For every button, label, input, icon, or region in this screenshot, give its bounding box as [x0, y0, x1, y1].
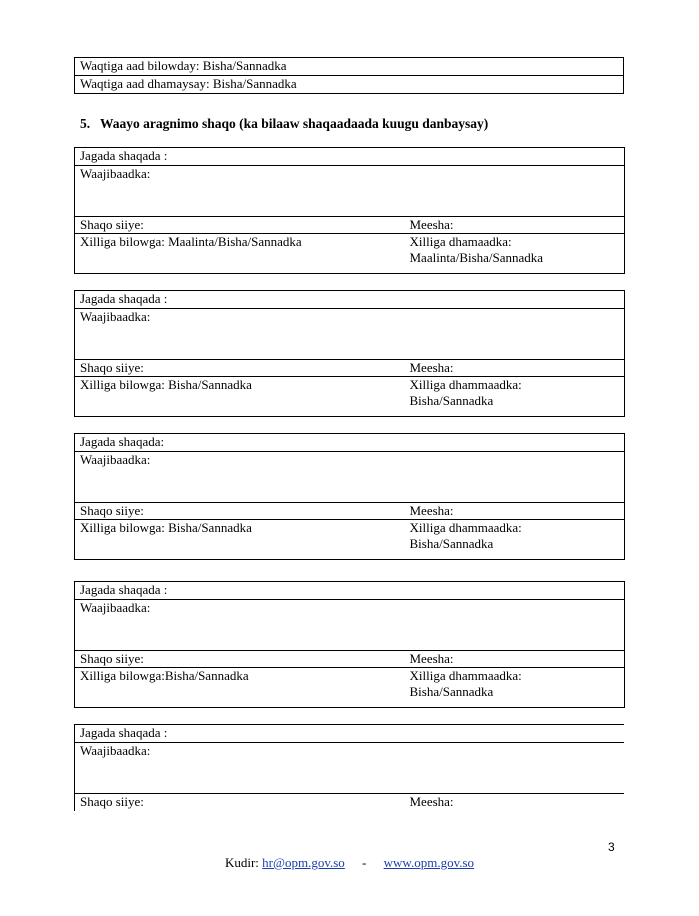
section-title: Waayo aragnimo shaqo (ka bilaaw shaqaadaada kuugu danbaysay)	[100, 116, 489, 131]
end-date-label: Xilliga dhammaadka:	[409, 520, 522, 535]
end-date-field[interactable]	[405, 520, 625, 560]
job-block-2	[74, 290, 625, 417]
end-date-field[interactable]	[405, 668, 625, 708]
start-date-field[interactable]: Xilliga bilowga: Bisha/Sannadka	[75, 520, 405, 560]
place-field[interactable]: Meesha:	[405, 360, 625, 377]
duties-field[interactable]: Waajibaadka:	[75, 743, 625, 794]
section-number: 5.	[80, 116, 91, 131]
employer-field[interactable]: Shaqo siiye:	[75, 217, 405, 234]
footer-email-link[interactable]: hr@opm.gov.so	[262, 855, 345, 870]
employer-field[interactable]: Shaqo siiye:	[75, 794, 405, 812]
start-date-row: Waqtiga aad bilowday: Bisha/Sannadka	[75, 58, 624, 76]
end-date-format: Bisha/Sannadka	[409, 393, 494, 408]
duties-field[interactable]: Waajibaadka:	[75, 309, 625, 360]
job-block-4	[74, 581, 625, 708]
job-title-field[interactable]: Jagada shaqada :	[75, 291, 625, 309]
end-date-format: Maalinta/Bisha/Sannadka	[409, 250, 544, 265]
section-heading	[80, 116, 488, 132]
footer-label: Kudir:	[224, 855, 259, 870]
duties-field[interactable]: Waajibaadka:	[75, 166, 625, 217]
end-date-format: Bisha/Sannadka	[409, 684, 494, 699]
employer-field[interactable]: Shaqo siiye:	[75, 651, 405, 668]
job-title-field[interactable]: Jagada shaqada :	[75, 582, 625, 600]
place-field[interactable]: Meesha:	[405, 651, 625, 668]
end-date-format: Bisha/Sannadka	[409, 536, 494, 551]
start-date-field[interactable]: Xilliga bilowga: Bisha/Sannadka	[75, 377, 405, 417]
duties-field[interactable]: Waajibaadka:	[75, 600, 625, 651]
job-title-field[interactable]: Jagada shaqada :	[75, 725, 625, 743]
footer-website-link[interactable]: www.opm.gov.so	[383, 855, 475, 870]
end-date-field[interactable]	[405, 377, 625, 417]
place-field[interactable]: Meesha:	[405, 217, 625, 234]
job-title-field[interactable]: Jagada shaqada :	[75, 148, 625, 166]
footer	[0, 855, 699, 871]
start-date-field[interactable]: Xilliga bilowga: Maalinta/Bisha/Sannadka	[75, 234, 405, 274]
place-field[interactable]: Meesha:	[405, 503, 625, 520]
end-date-field[interactable]	[405, 234, 625, 274]
job-title-field[interactable]: Jagada shaqada:	[75, 434, 625, 452]
job-block-5-wrapper	[74, 724, 624, 811]
education-dates-table	[74, 57, 624, 94]
end-date-label: Xilliga dhammaadka:	[409, 668, 522, 683]
start-date-field[interactable]: Xilliga bilowga:Bisha/Sannadka	[75, 668, 405, 708]
employer-field[interactable]: Shaqo siiye:	[75, 503, 405, 520]
end-date-row: Waqtiga aad dhamaysay: Bisha/Sannadka	[75, 76, 624, 94]
duties-field[interactable]: Waajibaadka:	[75, 452, 625, 503]
place-field[interactable]: Meesha:	[405, 794, 625, 812]
job-block-1	[74, 147, 625, 274]
employer-field[interactable]: Shaqo siiye:	[75, 360, 405, 377]
footer-separator: -	[362, 855, 367, 870]
job-block-5	[74, 724, 624, 811]
end-date-label: Xilliga dhamaadka:	[409, 234, 512, 249]
end-date-label: Xilliga dhammaadka:	[409, 377, 522, 392]
job-block-3	[74, 433, 625, 560]
page-number: 3	[608, 840, 615, 854]
